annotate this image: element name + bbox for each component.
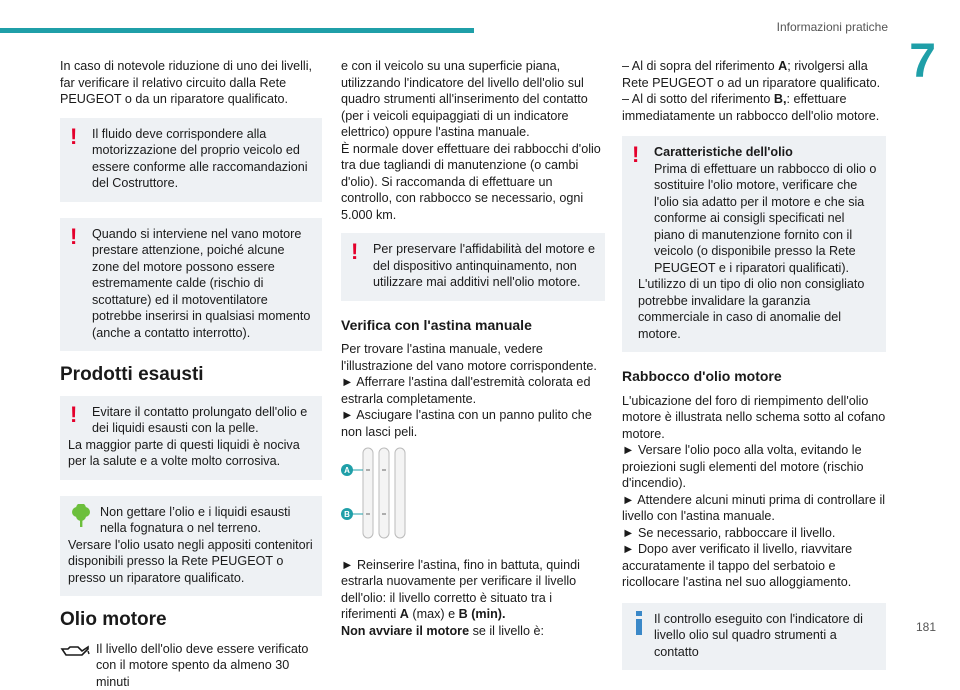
column-2 [341,58,605,639]
eco-text: Non gettare l’olio e i liquidi esausti nella fognatura o nel terreno. [68,504,314,537]
column-1 [60,58,322,690]
warning-box-additives [341,233,605,301]
eco-box-disposal [60,496,322,597]
step-refit-cap: ► Dopo aver verificato il livello, riavvitare accuratamente il tappo del serbatoio e ricollocare l'astina nel suo alloggiamento. [622,541,886,591]
warning-exclamation-icon: ! [632,144,639,166]
paragraph-check-method: e con il veicolo su una superficie piana, utilizzando l'indicatore del livello dell'olio sul quadro strumenti all'inserimento del contatto (per i veicoli equipaggiati di un indicatore elettrico) oppure l'astina manuale. [341,58,605,141]
top-accent-bar [0,28,474,33]
marker-b-label: B [344,510,350,519]
warning-text-continued: La maggior parte di questi liquidi è nociva per la salute e a volte molto corrosiva. [68,437,314,470]
chapter-number: 7 [909,38,936,86]
paragraph-locate-dipstick: Per trovare l'astina manuale, vedere l'illustrazione del vano motore corrispondente. [341,341,605,374]
column-3 [622,58,886,686]
warning-box-fluid [60,118,322,202]
warning-text: Il fluido deve corrispondere alla motorizzazione del proprio veicolo ed essere conforme alle raccomandazioni del Costruttore. [68,126,314,192]
oil-can-icon [60,643,90,664]
warning-box-engine-bay [60,218,322,352]
page-number: 181 [916,620,936,634]
warning-title: Caratteristiche dell'olio [630,144,878,161]
marker-a-label: A [344,466,350,475]
step-pour-oil: ► Versare l'olio poco alla volta, evitando le proiezioni sugli elementi del motore (rischio d'incendio). [622,442,886,492]
section-title: Informazioni pratiche [777,20,888,34]
warning-text-continued: L'utilizzo di un tipo di olio non consigliato potrebbe invalidare la garanzia commerciale in caso di anomalie del motore. [630,276,878,342]
eco-tree-icon [70,504,92,533]
paragraph-filler-location: L'ubicazione del foro di riempimento dell'olio motore è illustrata nello schema sotto al cofano motore. [622,393,886,443]
heading-verifica-astina: Verifica con l'astina manuale [341,317,605,334]
dipstick-diagram [341,446,605,547]
paragraph-top-up-frequency: È normale dover effettuare dei rabbocchi d'olio tra due tagliandi di manutenzione (o cambi d'olio). Si raccomanda di effettuare un controllo, con rabbocco se necessario, ogni 5.000 km. [341,141,605,224]
step-reinsert-dipstick: ► Reinserire l'astina, fino in battuta, quindi estrarla nuovamente per verificare il livello dell'olio: il livello corretto è situato tra i riferimenti A (max) e B (min). [341,557,605,623]
heading-rabbocco: Rabbocco d'olio motore [622,368,886,385]
warning-exclamation-icon: ! [70,126,77,148]
eco-text-continued: Versare l'olio usato negli appositi contenitori disponibili presso la Rete PEUGEOT o presso un riparatore qualificato. [68,537,314,587]
heading-olio-motore: Olio motore [60,612,322,629]
info-box-dashboard-indicator [622,603,886,671]
info-text: Il controllo eseguito con l'indicatore di livello olio sul quadro strumenti a contatto [630,611,878,661]
warning-box-skin-contact [60,396,322,480]
paragraph-do-not-start: Non avviare il motore se il livello è: [341,623,605,640]
warning-exclamation-icon: ! [70,226,77,248]
warning-exclamation-icon: ! [351,241,358,263]
warning-text: Prima di effettuare un rabbocco di olio o sostituire l'olio motore, verificare che l'olio sia adatto per il motore e che sia conforme ai consigli specificati nel piano di manutenzione fornito con il veicolo (o disponibile presso la Rete PEUGEOT e i riparatori qualificati). [630,161,878,277]
heading-prodotti-esausti: Prodotti esausti [60,367,322,384]
warning-text: Per preservare l'affidabilità del motore e del dispositivo antinquinamento, non utilizzare mai additivi nell'olio motore. [349,241,597,291]
oil-level-text: Il livello dell'olio deve essere verificato con il motore spento da almeno 30 minuti [96,641,322,690]
warning-text: Quando si interviene nel vano motore prestare attenzione, poiché alcune zone del motore possono essere estremamente calde (rischio di scottature) ed il motoventilatore potrebbe inserirsi in qualsiasi momento (anche a contatto interrotto). [68,226,314,342]
step-grab-dipstick: ► Afferrare l'astina dall'estremità colorata ed estrarla completamente. [341,374,605,407]
info-icon [632,611,646,640]
step-wait: ► Attendere alcuni minuti prima di controllare il livello con l'astina manuale. [622,492,886,525]
warning-exclamation-icon: ! [70,404,77,426]
oil-level-note [60,641,322,690]
warning-box-oil-specs [622,136,886,352]
warning-text: Evitare il contatto prolungato dell'olio e dei liquidi esausti con la pelle. [68,404,314,437]
step-wipe-dipstick: ► Asciugare l'astina con un panno pulito che non lasci peli. [341,407,605,440]
case-below-b: – Al di sotto del riferimento B,: effettuare immediatamente un rabbocco dell'olio motore. [622,91,886,124]
step-top-up: ► Se necessario, rabboccare il livello. [622,525,886,542]
intro-paragraph: In caso di notevole riduzione di uno dei livelli, far verificare il relativo circuito dalla Rete PEUGEOT o da un riparatore qualificato. [60,58,322,108]
case-above-a: – Al di sopra del riferimento A; rivolgersi alla Rete PEUGEOT o ad un riparatore qualificato. [622,58,886,91]
